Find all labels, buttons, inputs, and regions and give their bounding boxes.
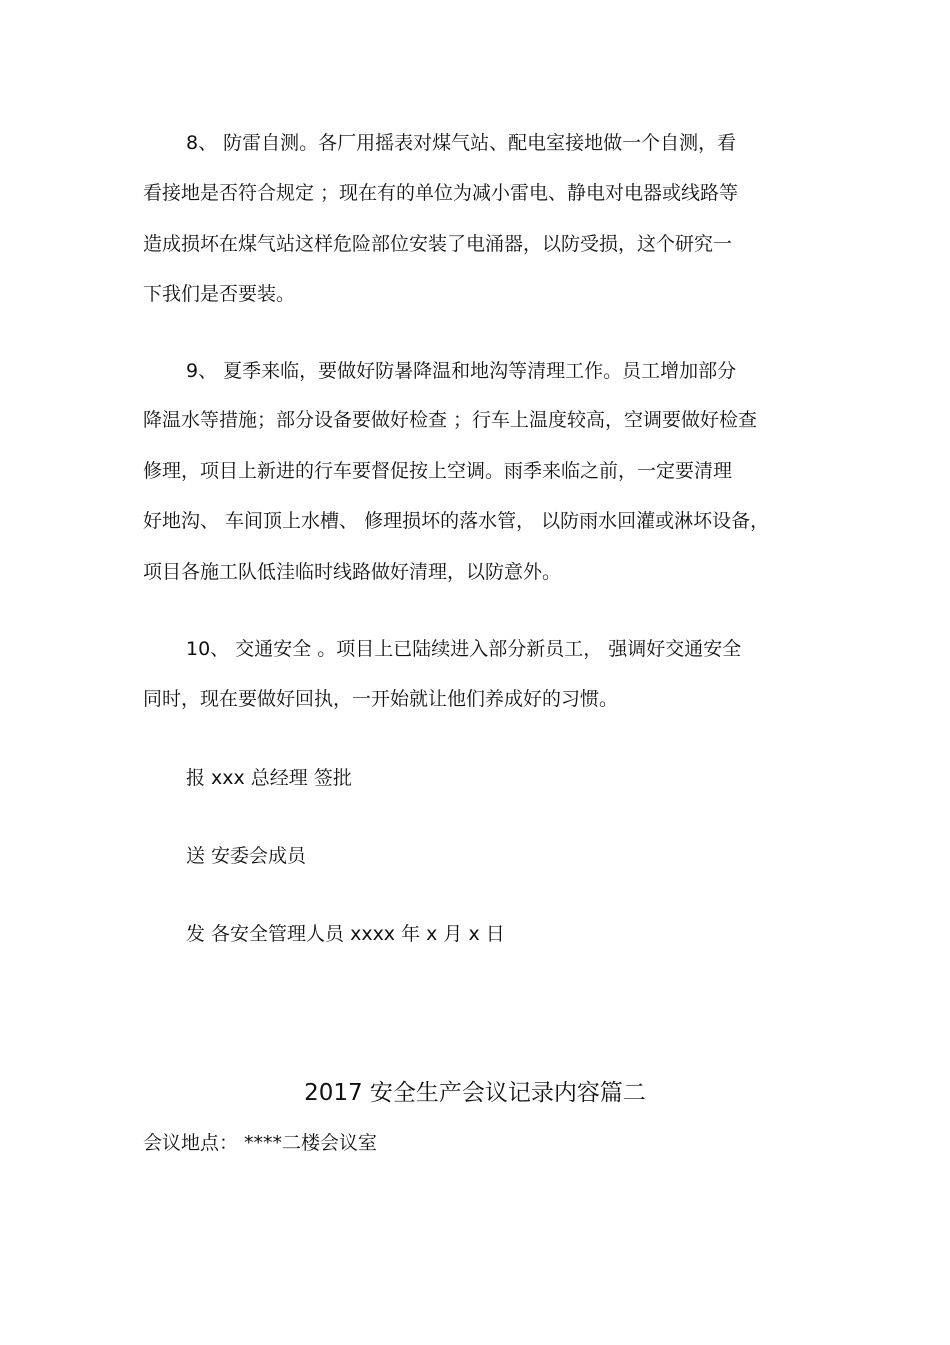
item10-line-2: 同时，现在要做好回执，一开始就让他们养成好的习惯。	[143, 688, 619, 710]
meeting-location: 会议地点： ****二楼会议室	[143, 1132, 378, 1154]
send-line: 送 安委会成员	[186, 845, 307, 867]
item9-line-3: 修理，项目上新进的行车要督促按上空调。雨季来临之前，一定要清理	[143, 460, 733, 482]
issue-line: 发 各安全管理人员 xxxx 年 x 月 x 日	[186, 923, 505, 945]
item8-line-1: 8、 防雷自测。各厂用摇表对煤气站、配电室接地做一个自测，看	[186, 132, 737, 154]
section-title: 2017 安全生产会议记录内容篇二	[304, 1080, 646, 1106]
item8-line-4: 下我们是否要装。	[143, 283, 296, 305]
item8-line-2: 看接地是否符合规定 ；现在有的单位为减小雷电、静电对电器或线路等	[143, 182, 739, 204]
item9-line-1: 9、 夏季来临，要做好防暑降温和地沟等清理工作。员工增加部分	[186, 360, 737, 382]
item9-line-2: 降温水等措施；部分设备要做好检查 ；行车上温度较高，空调要做好检查	[143, 409, 758, 431]
item8-line-3: 造成损坏在煤气站这样危险部位安装了电涌器，以防受损，这个研究一	[143, 233, 733, 255]
report-line: 报 xxx 总经理 签批	[186, 767, 352, 789]
item9-line-5: 项目各施工队低洼临时线路做好清理，以防意外。	[143, 561, 562, 583]
item9-line-4: 好地沟、 车间顶上水槽、 修理损坏的落水管， 以防雨水回灌或淋坏设备，	[143, 510, 770, 532]
item10-line-1: 10、 交通安全 。项目上已陆续进入部分新员工， 强调好交通安全	[186, 638, 742, 660]
